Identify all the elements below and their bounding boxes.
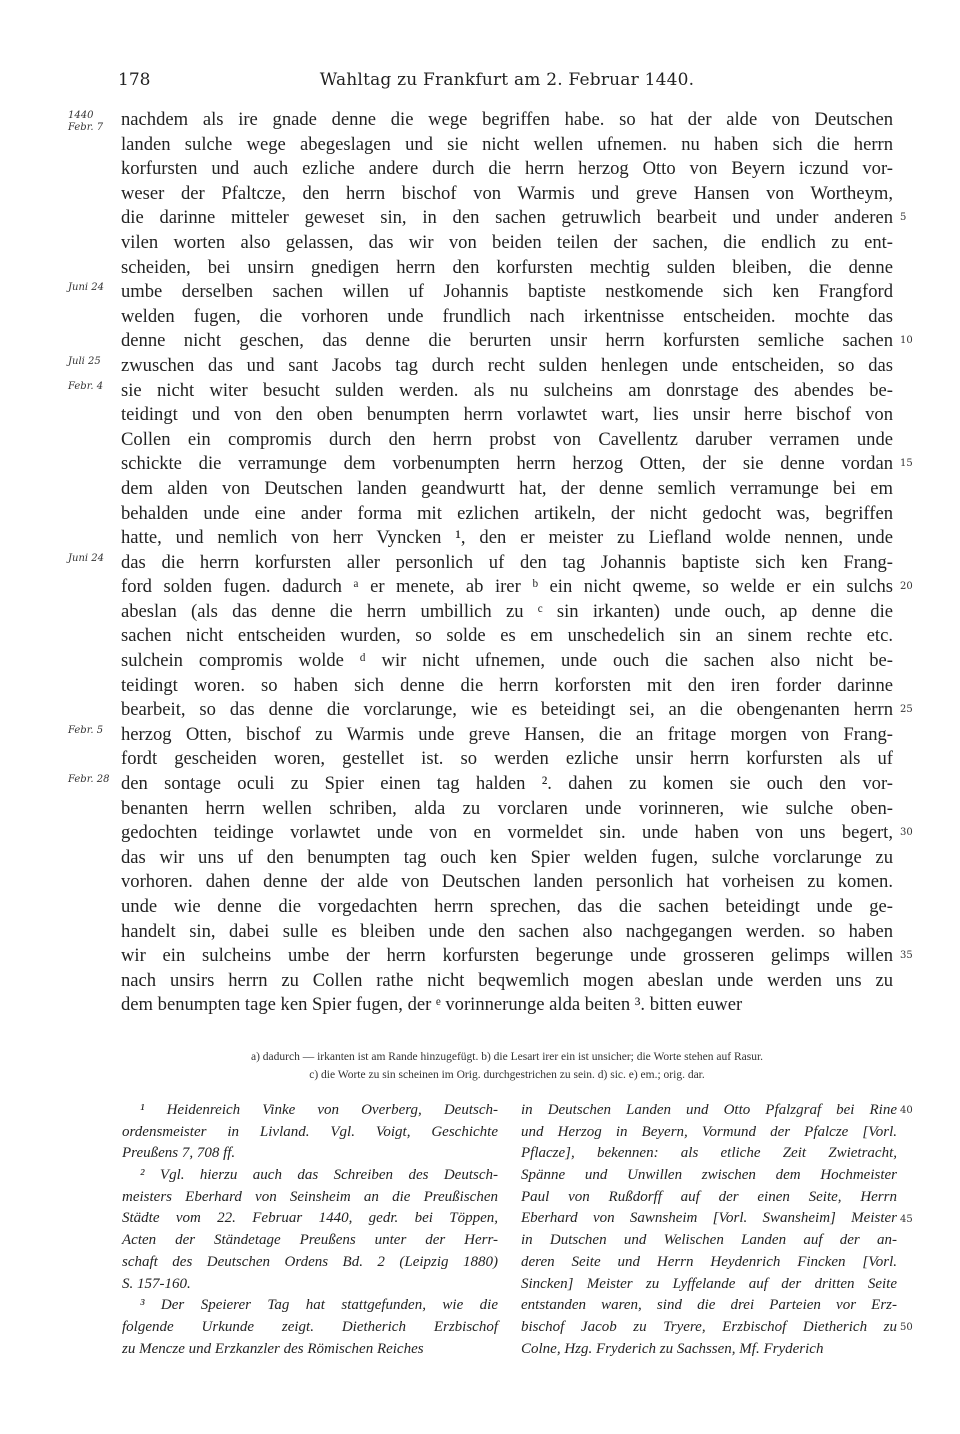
text-line-content: gedochten teidinge vorlawtet unde von en vormeldet sin. unde haben von uns begert, xyxy=(121,822,893,844)
text-line xyxy=(0,600,960,625)
text-line xyxy=(0,772,960,797)
text-line xyxy=(0,649,960,674)
footnotes-right-column xyxy=(521,1100,897,1360)
text-line-content: nachdem als ire gnade denne die wege begriffen habe. so hat der alde von Deutschen xyxy=(121,109,893,130)
text-line xyxy=(0,379,960,404)
text-line-content: unde wie denne die vorgedachten herrn sprechen, das die sachen beteidingt unde ge- xyxy=(121,896,893,917)
line-number: 40 xyxy=(900,1105,913,1116)
line-number: 35 xyxy=(900,950,913,962)
margin-date-part: 1440 xyxy=(68,110,94,121)
text-line xyxy=(0,969,960,994)
text-line-content: den sontage oculi zu Spier einen tag halden ². dahen zu komen sie ouch den vor- xyxy=(121,773,893,795)
footnote-line: ¹ Heidenreich Vinke von Overberg, Deutsch- xyxy=(140,1102,498,1118)
text-line xyxy=(0,920,960,945)
text-line-content: das die herrn korfursten aller personlich uf den tag Johannis baptiste sich ken Frang- xyxy=(121,551,893,573)
footnote-line: in Deutschen Landen und Otto Pfalzgraf bei Rine xyxy=(521,1102,897,1118)
footnote-line: Eberhard von Sawnsheim [Vorl. Swansheim] Meister xyxy=(521,1210,897,1227)
footnote-line: Spänne und Unwillen zwischen dem Hochmeister xyxy=(521,1167,897,1184)
text-line xyxy=(0,674,960,699)
page-number: 178 xyxy=(118,70,151,90)
text-line-content: korfursten und auch ezliche andere durch die herrn herzog Otto von Beyern iczund vor- xyxy=(121,158,893,180)
footnote-line: Pflacze], bekennen: als etliche Zeit Zwietracht, xyxy=(521,1145,897,1162)
text-line xyxy=(0,256,960,281)
main-text xyxy=(0,108,960,1018)
line-number: 5 xyxy=(900,212,907,224)
line-number: 25 xyxy=(900,704,913,716)
footnote-line: ordensmeister in Livland. Vgl. Voigt, Geschichte xyxy=(122,1123,498,1140)
margin-date xyxy=(68,283,120,293)
text-line-content: herzog Otten, bischof zu Warmis unde greve Hansen, die an fritage morgen von Frang- xyxy=(121,723,893,745)
text-line-content: welden fugen, die vorhoren unde frundlich nach irkentnisse entscheiden. mochte das xyxy=(121,305,893,327)
text-line xyxy=(0,133,960,158)
text-line xyxy=(0,993,960,1018)
line-number: 10 xyxy=(900,335,913,347)
footnote-line: Paul von Rußdorff auf der einen Seite, Herrn xyxy=(521,1188,897,1205)
text-line-content: teidingt woren. so haben sich denne die herrn korforsten mit den iren forder darinne xyxy=(121,674,893,696)
critical-apparatus xyxy=(118,1048,896,1084)
text-line-content: dem benumpten tage ken Spier fugen, der ᵉ vorinnerunge alda beiten ³. bitten euwer xyxy=(121,994,743,1016)
text-line-content: ford solden fugen. dadurch ᵃ er menete, ab irer ᵇ ein nicht qweme, so welde er ein sulchs xyxy=(121,576,893,598)
margin-date xyxy=(68,382,120,392)
margin-date xyxy=(68,775,120,785)
margin-date-part: Febr. 28 xyxy=(68,774,110,786)
text-line-content: bearbeit, so das denne die vorclarunge, wie es beteidingt sei, an die obengenanten herrn xyxy=(121,699,893,721)
footnote-line: in Dutschen und Welischen Landen auf der an- xyxy=(521,1232,897,1249)
text-line-content: schickte die verramunge dem vorbenumpten herrn herzog Otten, der sie denne vordan xyxy=(121,453,893,475)
margin-date xyxy=(68,111,120,133)
margin-date xyxy=(68,726,120,736)
text-line-content: denne nicht geschen, das denne die berurten unsir herrn korfursten semliche sachen xyxy=(121,330,893,352)
margin-date-part: Juli 25 xyxy=(68,355,101,367)
text-line xyxy=(0,452,960,477)
margin-date-part: Febr. 7 xyxy=(68,122,104,133)
text-line-content: wir ein sulcheins umbe der herrn korfursten begerunge unde grosseren gelimps willen xyxy=(121,945,893,967)
margin-date-part: Febr. 5 xyxy=(68,724,104,736)
footnote-line: Sincken] Meister zu Lyffelande auf der dritten Seite xyxy=(521,1275,897,1292)
text-line-content: behalden unde eine ander forma mit ezlichen artikeln, der nicht gedocht was, begriffen xyxy=(121,502,893,524)
text-line xyxy=(0,575,960,600)
text-line-content: hatte, und nemlich von herr Vyncken ¹, den er meister zu Liefland wolde nennen, unde xyxy=(121,527,893,549)
text-line-content: vorhoren. dahen denne der alde von Deutschen landen personlich hat vorheisen zu komen. xyxy=(121,871,893,893)
text-line-content: sachen nicht entscheiden wurden, so solde es em unschedelich sin an sinem rechte etc. xyxy=(121,625,893,647)
text-line-content: umbe derselben sachen willen uf Johannis baptiste nestkomende sich ken Frangford xyxy=(121,281,893,303)
footnotes-left-column xyxy=(122,1100,498,1360)
text-line xyxy=(0,182,960,207)
margin-date xyxy=(68,554,120,564)
footnote-line: meisters Eberhard von Seinsheim an die Preußischen xyxy=(122,1188,498,1205)
line-number: 45 xyxy=(900,1213,913,1225)
line-number: 20 xyxy=(900,581,913,593)
text-line xyxy=(0,329,960,354)
text-line xyxy=(0,206,960,231)
text-line-content: die darinne mitteler geweset sin, in den sachen getruwlich bearbeit und under anderen xyxy=(121,207,893,229)
text-line-content: landen sulche wege abegeslagen und sie nicht wellen ufnemen. nu haben sich die herrn xyxy=(121,133,893,155)
footnote-line: Colne, Hzg. Fryderich zu Sachssen, Mf. Fryderich xyxy=(521,1340,824,1357)
line-number: 30 xyxy=(900,827,913,839)
text-line-content: Collen ein compromis durch den herrn probst von Cavellentz daruber verramen unde xyxy=(121,428,893,450)
running-title: Wahltag zu Frankfurt am 2. Februar 1440. xyxy=(319,70,695,90)
footnote-line: deren Seite und Herrn Heydenrich Fincken [Vorl. xyxy=(521,1253,897,1270)
text-line xyxy=(0,108,960,133)
margin-date-part: Febr. 4 xyxy=(68,380,104,392)
footnote-line: und Herzog in Beyern, Vormund der Pfalcze [Vorl. xyxy=(521,1123,897,1140)
text-line xyxy=(0,846,960,871)
line-number: 50 xyxy=(900,1322,913,1333)
text-line xyxy=(0,305,960,330)
footnote-line: ³ Der Speierer Tag hat stattgefunden, wie die xyxy=(140,1297,498,1314)
footnote-line: Acten der Ständetage Preußens unter der Herr- xyxy=(122,1232,498,1249)
text-line xyxy=(0,747,960,772)
text-line xyxy=(0,624,960,649)
footnote-line: entstanden waren, sind die drei Parteien vor Erz- xyxy=(521,1297,897,1314)
text-line xyxy=(0,944,960,969)
text-line xyxy=(0,280,960,305)
text-line xyxy=(0,870,960,895)
text-line xyxy=(0,477,960,502)
footnote-line: bischof Jacob zu Tryere, Erzbischof Dietherich zu xyxy=(521,1318,897,1335)
text-line-content: sulchein compromis wolde ᵈ wir nicht ufnemen, unde ouch die sachen also nicht be- xyxy=(121,650,893,672)
text-line-content: teidingt und von den oben benumpten herrn vorlawtet wart, lies unsir herre bischof von xyxy=(121,404,893,426)
text-line xyxy=(0,797,960,822)
text-line-content: zwuschen das und sant Jacobs tag durch recht sulden henlegen unde entscheiden, so das xyxy=(121,354,893,376)
text-line xyxy=(0,231,960,256)
footnote-line: S. 157-160. xyxy=(122,1275,191,1292)
text-line-content: abeslan (als das denne die herrn umbillich zu ᶜ sin irkanten) unde ouch, ap denne die xyxy=(121,600,893,622)
apparatus-line: c) die Worte zu sin scheinen im Orig. durchgestrichen zu sein. d) sic. e) em.; orig. dar. xyxy=(309,1069,705,1081)
text-line xyxy=(0,551,960,576)
text-line xyxy=(0,157,960,182)
footnote-line: schaft des Deutschen Ordens Bd. 2 (Leipzig 1880) xyxy=(122,1253,498,1270)
text-line xyxy=(0,895,960,920)
margin-date xyxy=(68,357,120,367)
text-line-content: benanten herrn wellen schriben, alda zu vorclaren unde vorinneren, wie sulche oben- xyxy=(121,797,893,819)
text-line xyxy=(0,526,960,551)
page-header xyxy=(118,70,896,96)
text-line-content: das wir uns uf den benumpten tag ouch ken Spier welden fugen, sulche vorclarunge zu xyxy=(121,846,893,868)
footnote-line: folgende Urkunde zeigt. Dietherich Erzbischof xyxy=(122,1318,498,1335)
text-line-content: handelt sin, dabei sulle es bleiben unde den sachen also nachgegangen werden. so haben xyxy=(121,920,893,942)
footnote-line: ² Vgl. hierzu auch das Schreiben des Deutsch- xyxy=(140,1167,498,1184)
margin-date-part: Juni 24 xyxy=(68,282,104,294)
text-line-content: weser der Pfaltcze, den herrn bischof von Warmis und greve Hansen von Wortheym, xyxy=(121,182,893,204)
footnote-line: Preußens 7, 708 ff. xyxy=(122,1145,236,1162)
text-line xyxy=(0,821,960,846)
text-line-content: fordt gescheiden woren, gestellet ist. so werden ezliche unsir herrn korfursten als uf xyxy=(121,748,893,770)
footnote-line: zu Mencze und Erzkanzler des Römischen Reiches xyxy=(122,1340,424,1357)
text-line-content: nach unsirs herrn zu Collen rathe nicht beqwemlich mogen abeslan unde werden uns zu xyxy=(121,969,893,991)
apparatus-line: a) dadurch — irkanten ist am Rande hinzugefügt. b) die Lesart irer ein ist unsicher; die Worte stehen auf Rasur. xyxy=(250,1051,764,1063)
text-line-content: vilen worten also gelassen, das wir von beiden teilen der sachen, die endlich zu ent- xyxy=(121,231,893,253)
text-line xyxy=(0,698,960,723)
margin-date-part: Juni 24 xyxy=(68,552,104,564)
line-number: 15 xyxy=(900,458,913,470)
text-line xyxy=(0,502,960,527)
text-line-content: sie nicht witer besucht sulden werden. als nu sulcheins am donrstage des abendes be- xyxy=(121,379,893,401)
text-line xyxy=(0,354,960,379)
text-line xyxy=(0,403,960,428)
text-line-content: scheiden, bei unsirn gnedigen herrn den korfursten mechtig sulden bleiben, die denne xyxy=(121,256,893,278)
text-line-content: dem alden von Deutschen landen geandwurtt hat, der denne semlich verramunge bei em xyxy=(121,477,893,499)
text-line xyxy=(0,723,960,748)
footnote-line: Städte vom 22. Februar 1440, gedr. bei Töppen, xyxy=(122,1210,498,1227)
text-line xyxy=(0,428,960,453)
